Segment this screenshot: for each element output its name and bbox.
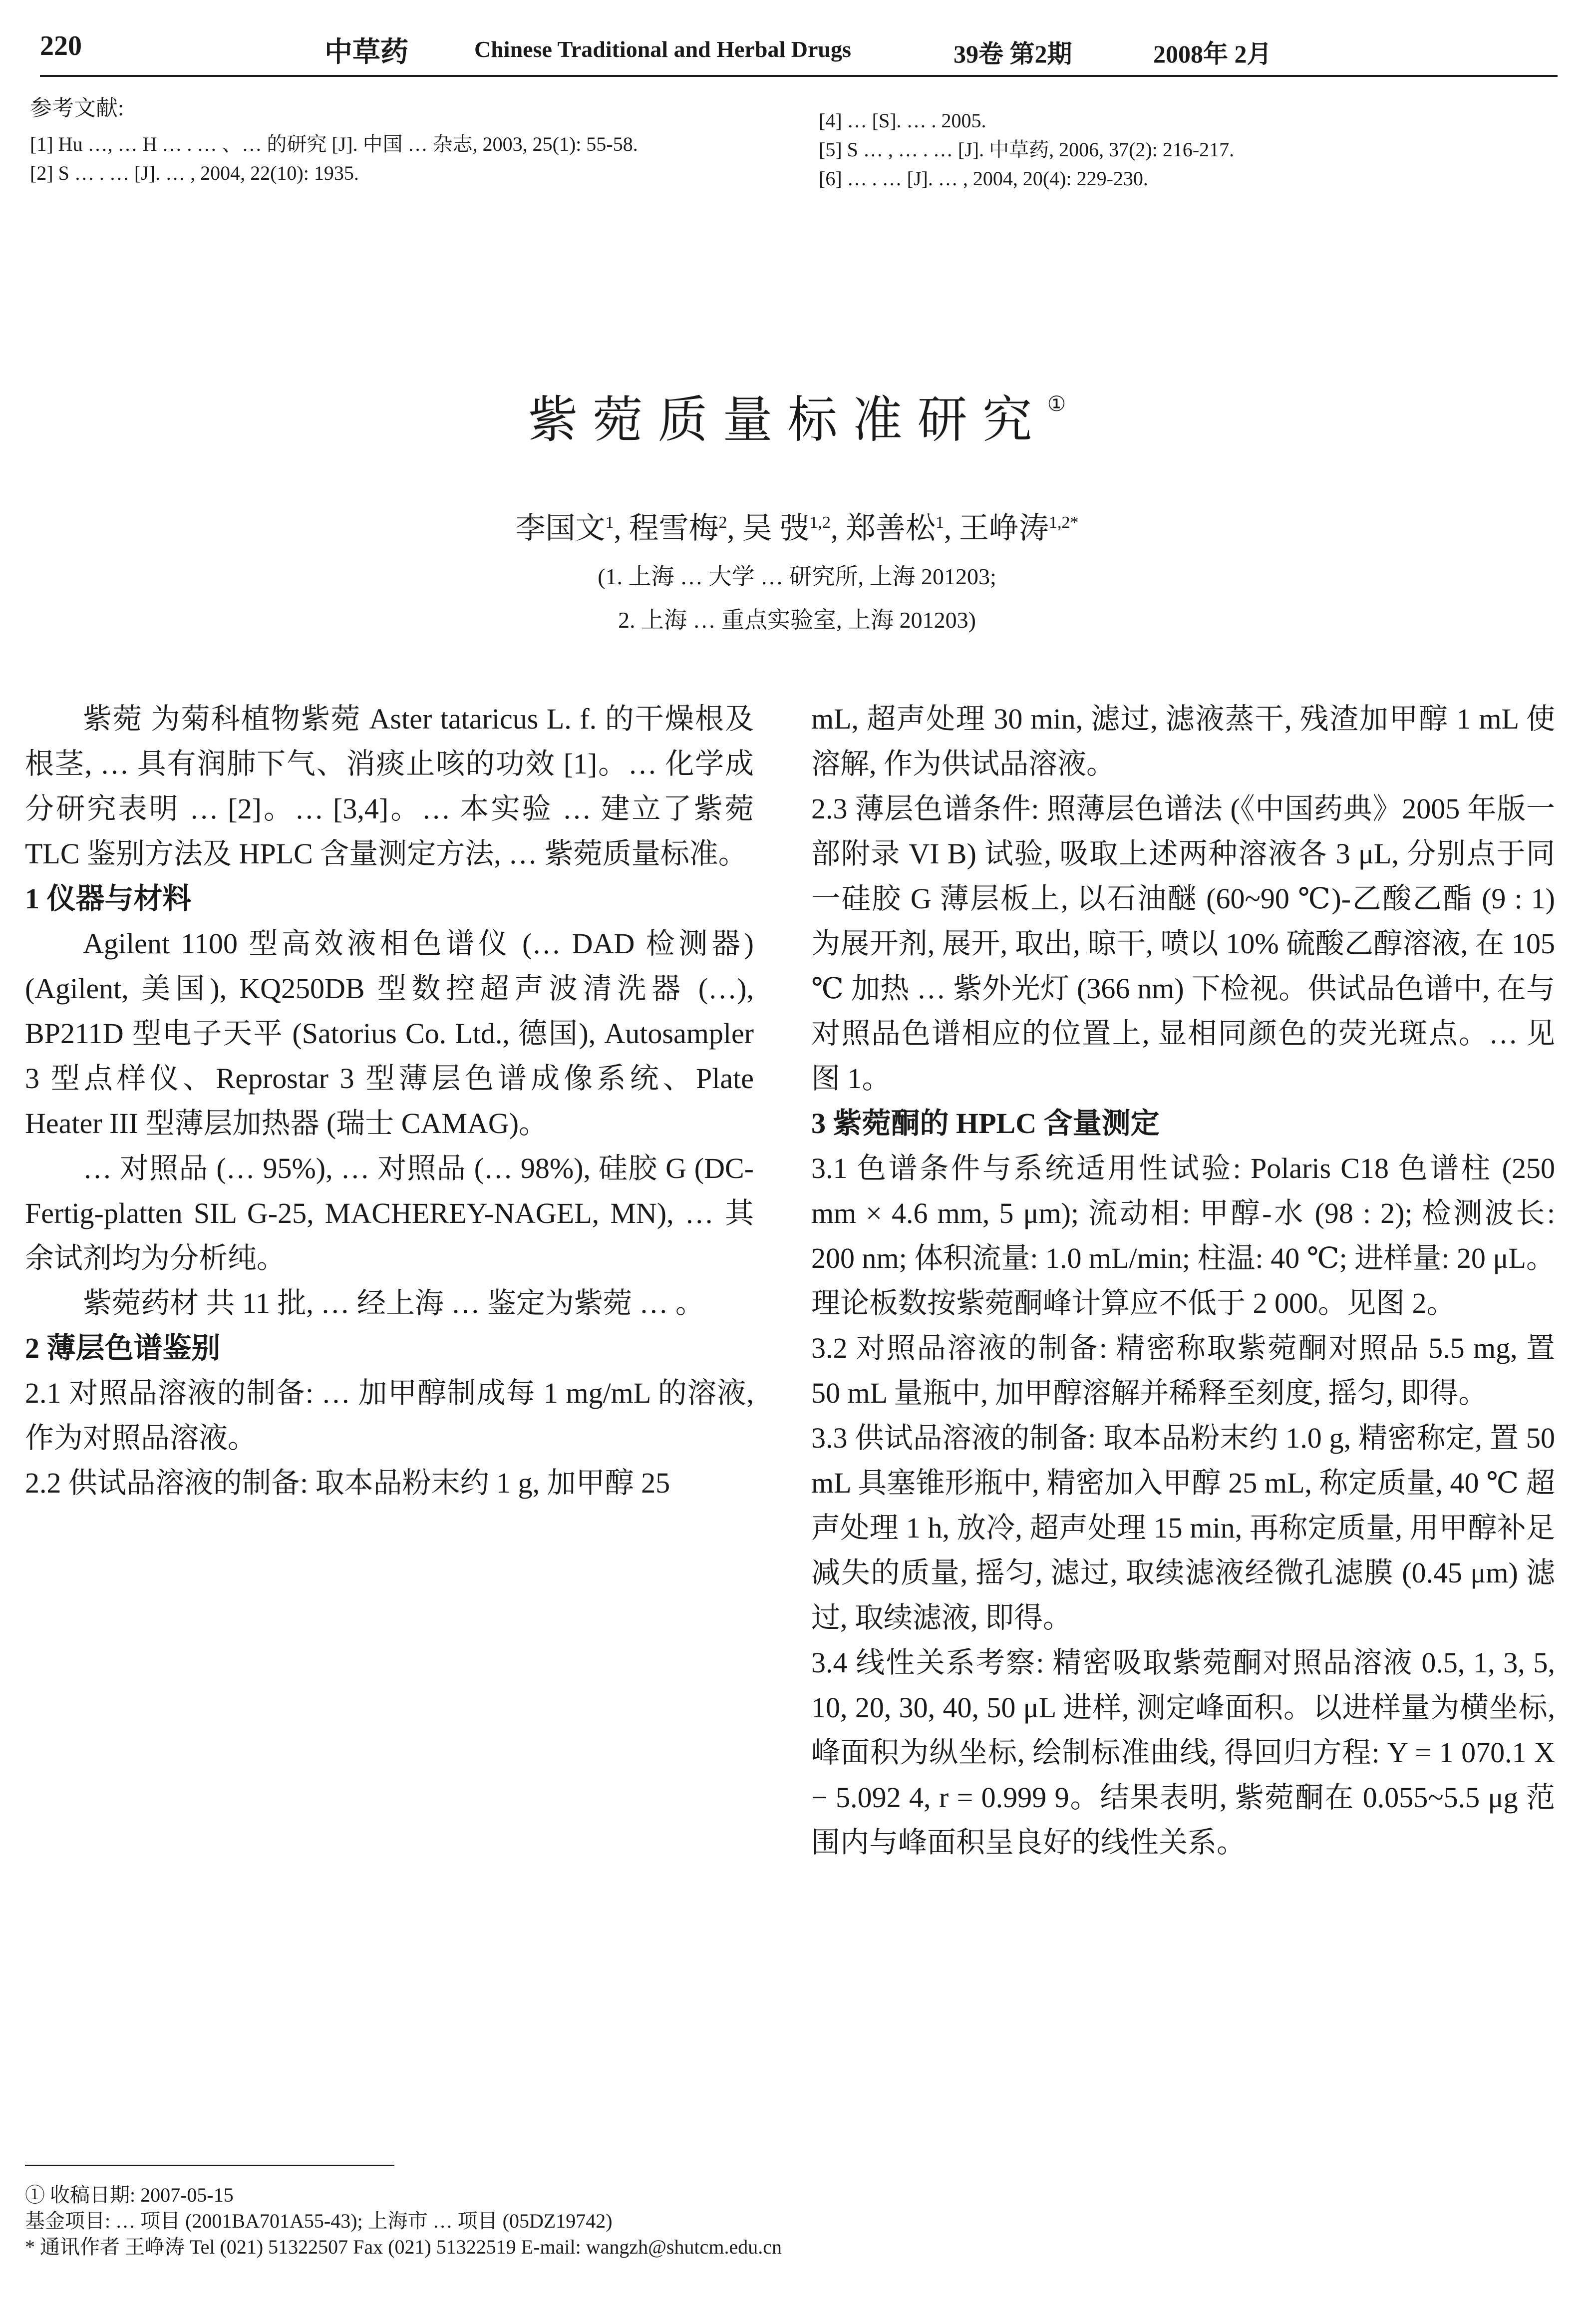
affiliation: (1. 上海 … 大学 … 研究所, 上海 201203; — [598, 564, 996, 589]
reference-text: … . … [J]. … , 2004, 20(4): 229-230. — [847, 167, 1148, 190]
references-right — [819, 107, 1553, 194]
running-header — [40, 25, 1558, 72]
page-number: 220 — [40, 30, 82, 61]
author-list: 李国文$^1$, 程雪梅$^2$, 吴 弢$^{1,2}$, 郑善松$^1$, 王峥涛$^{1,2*}$ — [515, 512, 1079, 545]
paragraph: … 对照品 (… 95%), … 对照品 (… 98%), 硅胶 G (DC-Fertig-platten SIL G-25, MACHEREY-NAGEL, MN), … 其余试剂均为分析纯。 — [25, 1152, 754, 1274]
article-title-text: 紫菀质量标准研究 — [528, 392, 1047, 448]
reference-item — [30, 131, 759, 158]
author: 郑善松$^1$ — [846, 512, 944, 545]
journal-title-cn: 中草药 — [324, 37, 408, 68]
footnote — [25, 2182, 1553, 2260]
reference-number: [5] — [819, 138, 842, 161]
author: 程雪梅$^2$ — [629, 512, 727, 545]
reference-text: Hu …, … H … . … 、… 的研究 [J]. 中国 … 杂志, 2003, 25(1): 55-58. — [58, 133, 638, 155]
journal-volume: 39卷 第2期 — [954, 40, 1072, 68]
reference-item — [819, 165, 1553, 192]
journal-title-en: Chinese Traditional and Herbal Drugs — [474, 36, 851, 62]
section-heading: 2 薄层色谱鉴别 — [25, 1332, 221, 1364]
paragraph: 3.4 线性关系考察: 精密吸取紫菀酮对照品溶液 0.5, 1, 3, 5, 10, 20, 30, 40, 50 μL 进样, 测定峰面积。以进样量为横坐标, 峰面积为纵坐标, 绘制标准曲线, 得回归方程: Y = 1 070.1 X − 5.092 4, r = 0.999 9。结果表明, 紫菀酮在 0.055~5.5 μg 范围内与峰面积呈良好的线性关系。 — [811, 1646, 1555, 1859]
references-heading: 参考文献: — [30, 96, 124, 120]
body-column-left — [25, 697, 754, 1506]
paragraph: 紫菀药材 共 11 批, … 经上海 … 鉴定为紫菀 … 。 — [83, 1287, 704, 1319]
article-title — [0, 380, 1594, 451]
paragraph: 2.2 供试品溶液的制备: 取本品粉末约 1 g, 加甲醇 25 — [25, 1467, 670, 1499]
footnote-line: 基金项目: … 项目 (2001BA701A55-43); 上海市 … 项目 (05DZ19742) — [25, 2210, 613, 2232]
footnote-line: ① 收稿日期: 2007-05-15 — [25, 2184, 234, 2206]
reference-item — [30, 160, 759, 187]
reference-number: [6] — [819, 167, 842, 190]
reference-number: [1] — [30, 133, 53, 155]
author: 吴 弢$^{1,2}$ — [742, 512, 831, 545]
author: 李国文$^1$ — [515, 512, 614, 545]
reference-text: … [S]. … . 2005. — [847, 109, 986, 132]
header-rule — [40, 75, 1558, 77]
section-heading: 1 仪器与材料 — [25, 882, 192, 915]
paragraph: 紫菀 为菊科植物紫菀 Aster tataricus L. f. 的干燥根及根茎, … 具有润肺下气、消痰止咳的功效 [1]。… 化学成分研究表明 … [2]。… [3,4]。… 本实验 … 建立了紫菀 TLC 鉴别方法及 HPLC 含量测定方法, … 紫菀质量标准。 — [25, 703, 754, 870]
reference-text: S … , … . … [J]. 中草药, 2006, 37(2): 216-217. — [847, 138, 1235, 161]
body-column-right — [811, 697, 1555, 1865]
author: 王峥涛$^{1,2*}$ — [959, 512, 1079, 545]
paragraph: 2.3 薄层色谱条件: 照薄层色谱法 (《中国药典》2005 年版一部附录 VI B) 试验, 吸取上述两种溶液各 3 μL, 分别点于同一硅胶 G 薄层板上, 以石油醚 (60~90 ℃)-乙酸乙酯 (9 : 1) 为展开剂, 展开, 取出, 晾干, 喷以 10% 硫酸乙醇溶液, 在 105 ℃ 加热 … 紫外光灯 (366 nm) 下检视。供试品色谱中, 在与对照品色谱相应的位置上, 显相同颜色的荧光斑点。… 见图 1。 — [811, 792, 1555, 1095]
paragraph: Agilent 1100 型高效液相色谱仪 (… DAD 检测器) (Agilent, 美国), KQ250DB 型数控超声波清洗器 (…), BP211D 型电子天平 (Satorius Co. Ltd., 德国), Autosampler 3 型点样仪、Reprostar 3 型薄层色谱成像系统、Plate Heater III 型薄层加热器 (瑞士 CAMAG)。 — [25, 927, 754, 1140]
references-left — [30, 95, 759, 189]
reference-item — [819, 136, 1553, 163]
paragraph: 3.3 供试品溶液的制备: 取本品粉末约 1.0 g, 精密称定, 置 50 mL 具塞锥形瓶中, 精密加入甲醇 25 mL, 称定质量, 40 ℃ 超声处理 1 h, 放冷, 超声处理 15 min, 再称定质量, 用甲醇补足减失的质量, 摇匀, 滤过, 取续滤液经微孔滤膜 (0.45 μm) 滤过, 取续滤液, 即得。 — [811, 1422, 1555, 1634]
journal-date: 2008年 2月 — [1153, 40, 1272, 68]
footnote-line: * 通讯作者 王峥涛 Tel (021) 51322507 Fax (021) 51322519 E-mail: wangzh@shutcm.edu.cn — [25, 2236, 782, 2258]
reference-item — [819, 107, 1553, 134]
reference-number: [4] — [819, 109, 842, 132]
affiliation: 2. 上海 … 重点实验室, 上海 201203) — [618, 607, 976, 633]
footnote-rule — [25, 2165, 394, 2166]
paragraph: mL, 超声处理 30 min, 滤过, 滤液蒸干, 残渣加甲醇 1 mL 使溶解, 作为供试品溶液。 — [811, 703, 1555, 780]
section-heading: 3 紫菀酮的 HPLC 含量测定 — [811, 1107, 1160, 1140]
paragraph: 3.1 色谱条件与系统适用性试验: Polaris C18 色谱柱 (250 mm × 4.6 mm, 5 μm); 流动相: 甲醇-水 (98 : 2); 检测波长: 200 nm; 体积流量: 1.0 mL/min; 柱温: 40 ℃; 进样量: 20 μL。理论板数按紫菀酮峰计算应不低于 2 000。见图 2。 — [811, 1152, 1555, 1319]
reference-number: [2] — [30, 162, 53, 184]
paragraph: 2.1 对照品溶液的制备: … 加甲醇制成每 1 mg/mL 的溶液, 作为对照品溶液。 — [25, 1377, 754, 1454]
title-footnote-mark[interactable]: ① — [1047, 393, 1066, 416]
reference-text: S … . … [J]. … , 2004, 22(10): 1935. — [58, 162, 359, 184]
paragraph: 3.2 对照品溶液的制备: 精密称取紫菀酮对照品 5.5 mg, 置 50 mL 量瓶中, 加甲醇溶解并稀释至刻度, 摇匀, 即得。 — [811, 1332, 1555, 1409]
